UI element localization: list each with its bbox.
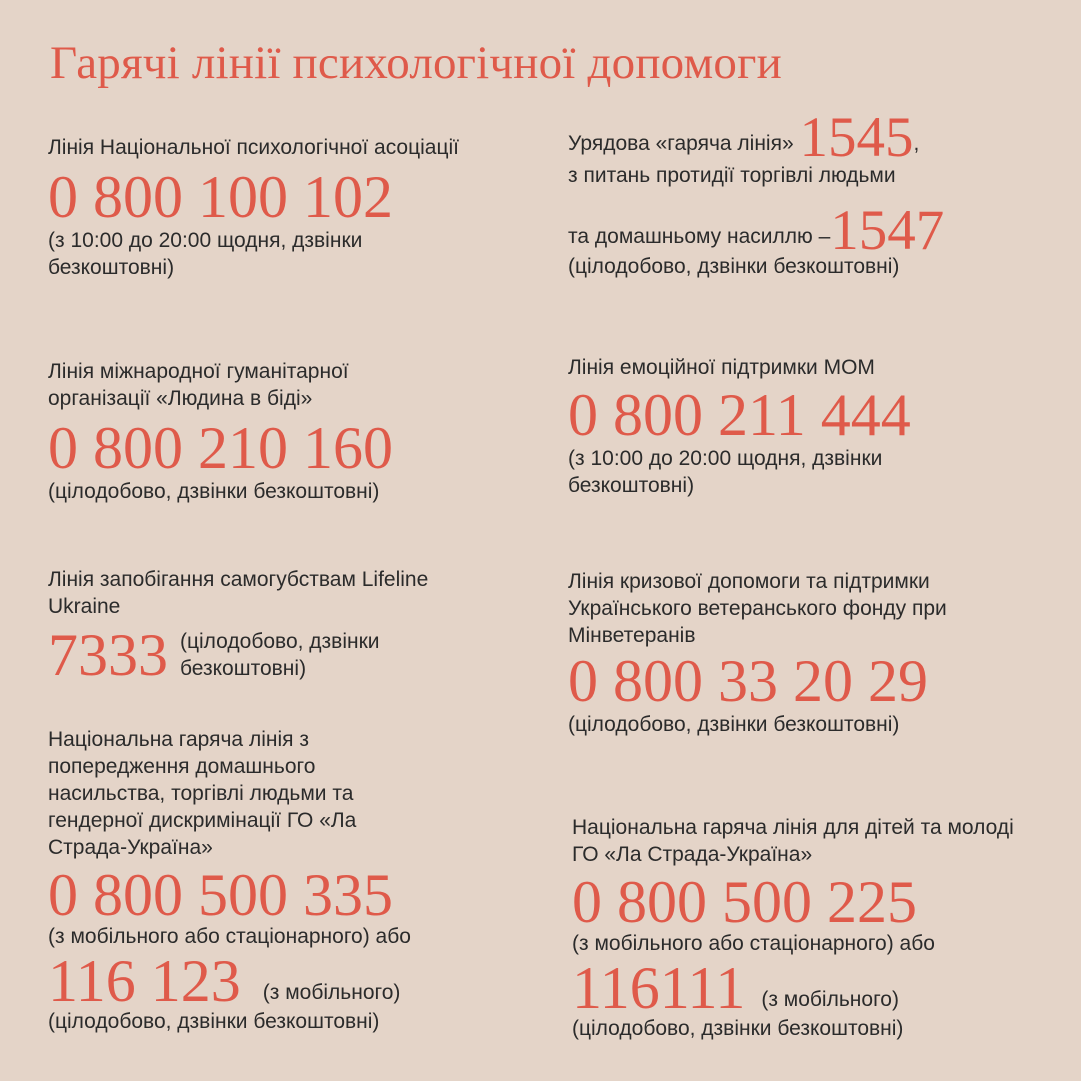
hotline-veterans	[568, 568, 1038, 738]
hotline-note: (з мобільного або стаціонарного) або	[572, 932, 935, 955]
hotline-label: Національна гаряча лінія для дітей та молоді ГО «Ла Страда-Україна»	[572, 816, 1014, 866]
hotline-iom	[568, 354, 988, 499]
hotline-note: (з 10:00 до 20:00 щодня, дзвінки безкоштовні)	[568, 447, 883, 497]
hotline-label: Лінія Національної психологічної асоціації	[48, 136, 460, 159]
hotline-note: (цілодобово, дзвінки безкоштовні)	[48, 1010, 380, 1033]
hotline-people-in-need	[48, 358, 468, 505]
phone-number[interactable]: 7333	[48, 622, 168, 688]
hotline-label: Національна гаряча лінія з попередження домашнього насильства, торгівлі людьми та гендерної дискримінації ГО «Ла Страда-Україна»	[48, 728, 357, 859]
hotline-label: Урядова «гаряча лінія»	[568, 132, 794, 155]
hotline-label: Лінія запобігання самогубствам Lifeline Ukraine	[48, 568, 429, 618]
comma: ,	[913, 132, 920, 155]
hotline-note: (цілодобово, дзвінки безкоштовні)	[48, 480, 380, 503]
hotline-note: (з мобільного)	[262, 981, 401, 1004]
hotline-note: (з 10:00 до 20:00 щодня, дзвінки безкоштовні)	[48, 229, 363, 279]
hotline-note: (з мобільного або стаціонарного) або	[48, 925, 411, 948]
phone-number[interactable]: 0 800 33 20 29	[568, 648, 928, 714]
hotline-note: (цілодобово, дзвінки безкоштовні)	[568, 255, 900, 278]
phone-number[interactable]: 1547	[830, 199, 945, 262]
hotline-npa	[48, 134, 468, 281]
hotline-note: (цілодобово, дзвінки безкоштовні)	[568, 713, 900, 736]
hotline-government	[568, 106, 1028, 280]
hotline-lastrada-children	[572, 814, 1042, 1042]
phone-number[interactable]: 0 800 500 225	[572, 869, 917, 935]
hotline-label: Лінія кризової допомоги та підтримки Українського ветеранського фонду при Мінветеранів	[568, 570, 947, 647]
hotline-note: (цілодобово, дзвінки безкоштовні)	[572, 1017, 904, 1040]
phone-number[interactable]: 0 800 500 335	[48, 862, 393, 928]
phone-number[interactable]: 1545	[799, 106, 914, 169]
page-title: Гарячі лінії психологічної допомоги	[50, 37, 782, 89]
phone-number[interactable]: 0 800 100 102	[48, 164, 393, 230]
hotline-note: (цілодобово, дзвінки безкоштовні)	[180, 630, 380, 680]
hotline-label: та домашньому насиллю –	[568, 225, 831, 248]
short-phone-number[interactable]: 116111	[572, 955, 746, 1021]
hotline-note: (з мобільного)	[761, 988, 899, 1011]
phone-number[interactable]: 0 800 210 160	[48, 415, 393, 481]
short-phone-number[interactable]: 116 123	[48, 948, 241, 1014]
hotline-lifeline	[48, 566, 468, 688]
hotline-label: Лінія емоційної підтримки МОМ	[568, 356, 875, 379]
hotline-label: з питань протидії торгівлі людьми	[568, 164, 896, 187]
phone-number[interactable]: 0 800 211 444	[568, 382, 911, 448]
hotline-lastrada-adult	[48, 726, 488, 1035]
hotline-label: Лінія міжнародної гуманітарної організації «Людина в біді»	[48, 360, 349, 410]
